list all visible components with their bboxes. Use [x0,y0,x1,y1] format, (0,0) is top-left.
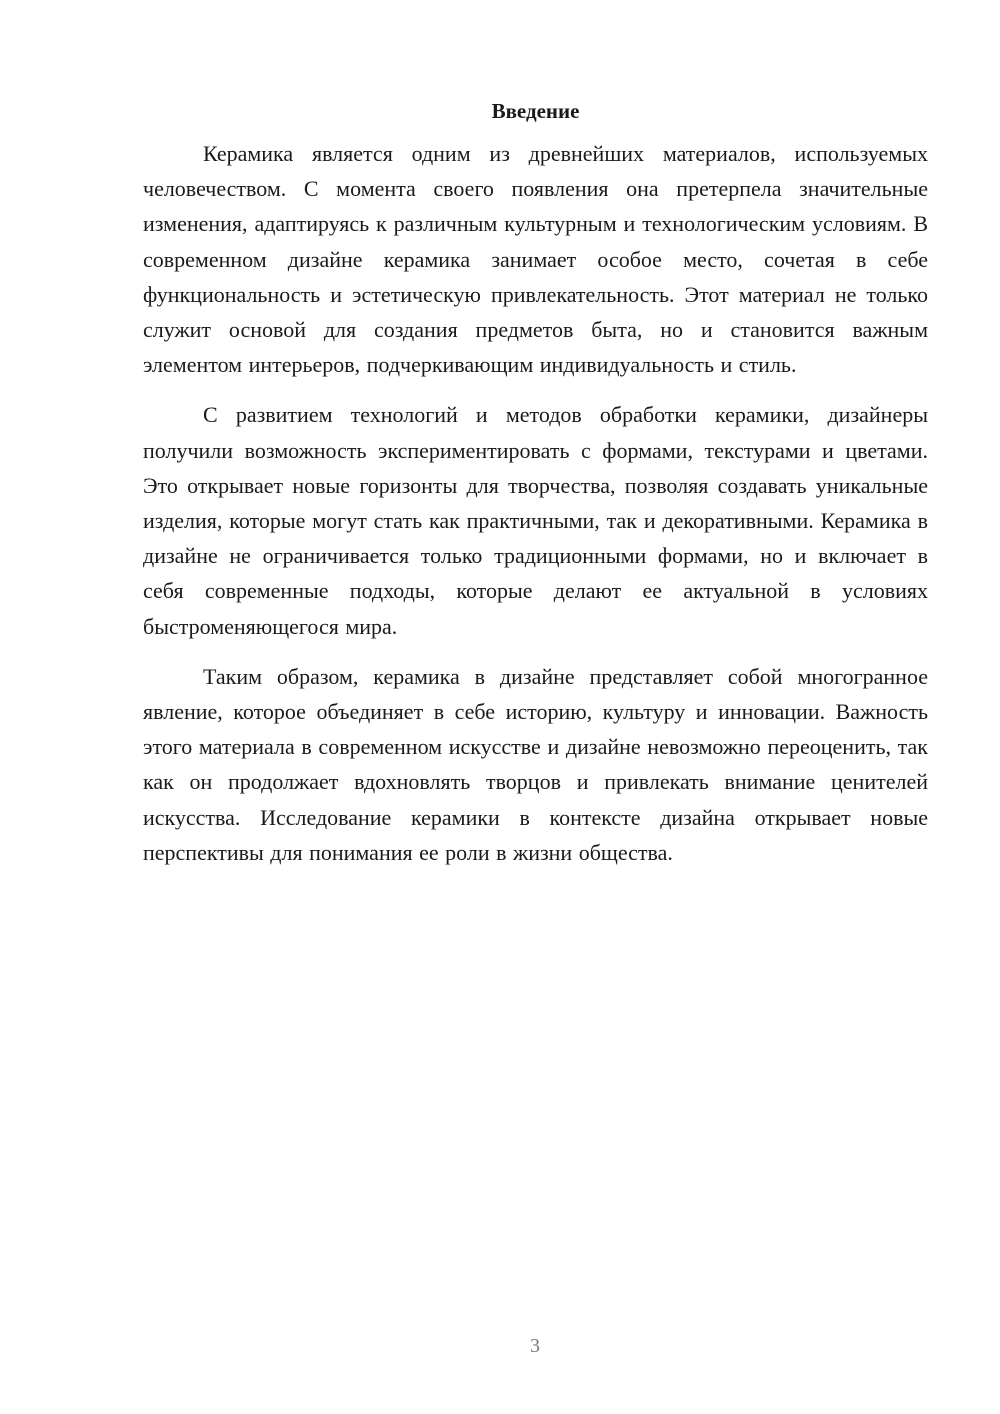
section-title: Введение [491,99,580,123]
page-number: 3 [530,1335,540,1357]
paragraph-3: Таким образом, керамика в дизайне представляет собой многогранное явление, которое объединяет в себе историю, культуру и инновации. Важность этого материала в современном искусстве и дизайне невозможно переоценить, так как он продолжает вдохновлять творцов и привлекать внимание ценителей искусства. Исследование керамики в контексте дизайна открывает новые перспективы для понимания ее роли в жизни общества. [143,663,928,865]
page-content [143,96,928,885]
paragraph-2: С развитием технологий и методов обработки керамики, дизайнеры получили возможность экспериментировать с формами, текстурами и цветами. Это открывает новые горизонты для творчества, позволяя создавать уникальные изделия, которые могут стать как практичными, так и декоративными. Керамика в дизайне не ограничивается только традиционными формами, но и включает в себя современные подходы, которые делают ее актуальной в условиях быстроменяющегося мира. [143,402,928,639]
paragraph-1: Керамика является одним из древнейших материалов, используемых человечеством. С момента своего появления она претерпела значительные изменения, адаптируясь к различным культурным и технологическим условиям. В современном дизайне керамика занимает особое место, сочетая в себе функциональность и эстетическую привлекательность. Этот материал не только служит основой для создания предметов быта, но и становится важным элементом интерьеров, подчеркивающим индивидуальность и стиль. [143,141,928,378]
